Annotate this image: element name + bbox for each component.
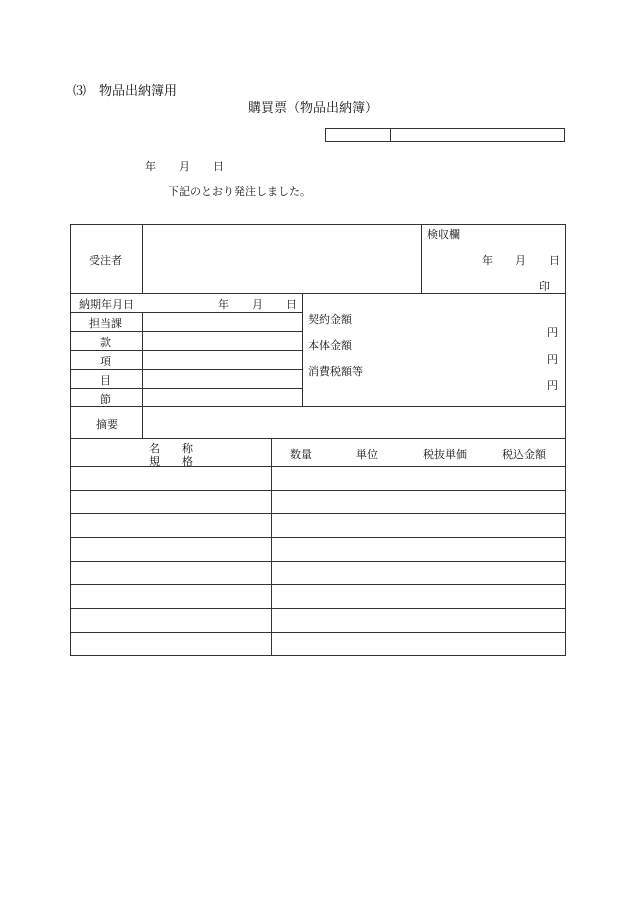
delivery-day: 日	[286, 298, 297, 311]
item-name-header: 名 称	[149, 442, 193, 455]
delivery-year: 年	[218, 298, 229, 311]
table-row[interactable]	[71, 514, 565, 537]
summary-field[interactable]	[143, 407, 565, 437]
amount-header: 税込金額	[502, 448, 546, 461]
date-month: 月	[179, 160, 190, 173]
contract-amount-label: 契約金額	[308, 313, 352, 326]
contract-amount-unit: 円	[547, 326, 558, 339]
table-row[interactable]	[71, 562, 565, 584]
unit-header: 単位	[356, 448, 378, 461]
number-box[interactable]	[325, 128, 565, 142]
table-row[interactable]	[71, 585, 565, 608]
section-heading: ⑶ 物品出納簿用	[73, 84, 178, 99]
base-amount-unit: 円	[547, 353, 558, 366]
item-spec-header: 規 格	[149, 455, 193, 468]
table-row[interactable]	[71, 609, 565, 632]
date-year: 年	[145, 160, 156, 173]
table-row[interactable]	[71, 467, 565, 490]
field-moku: 目	[100, 374, 111, 387]
table-row[interactable]	[71, 538, 565, 561]
field-department: 担当課	[89, 317, 122, 330]
inspection-year: 年	[482, 254, 493, 267]
inspection-title: 検収欄	[427, 228, 460, 241]
table-row[interactable]	[71, 633, 565, 655]
inspection-seal: 印	[539, 280, 550, 293]
unit-price-header: 税抜単価	[423, 448, 467, 461]
tax-amount-label: 消費税額等	[308, 365, 363, 378]
delivery-label: 納期年月日	[79, 298, 134, 311]
field-setsu: 節	[100, 393, 111, 406]
tax-amount-unit: 円	[547, 379, 558, 392]
base-amount-label: 本体金額	[308, 339, 352, 352]
inspection-day: 日	[549, 254, 560, 267]
contractor-field[interactable]	[143, 225, 420, 292]
field-kou: 項	[100, 355, 111, 368]
intro-text: 下記のとおり発注しました。	[168, 185, 311, 198]
inspection-month: 月	[515, 254, 526, 267]
field-kan: 款	[100, 336, 111, 349]
table-row[interactable]	[71, 491, 565, 513]
contractor-label: 受注者	[89, 254, 122, 267]
date-day: 日	[213, 160, 224, 173]
delivery-month: 月	[252, 298, 263, 311]
summary-label: 摘要	[96, 418, 118, 431]
form-title: 購買票（物品出納簿）	[248, 101, 379, 116]
quantity-header: 数量	[290, 448, 312, 461]
